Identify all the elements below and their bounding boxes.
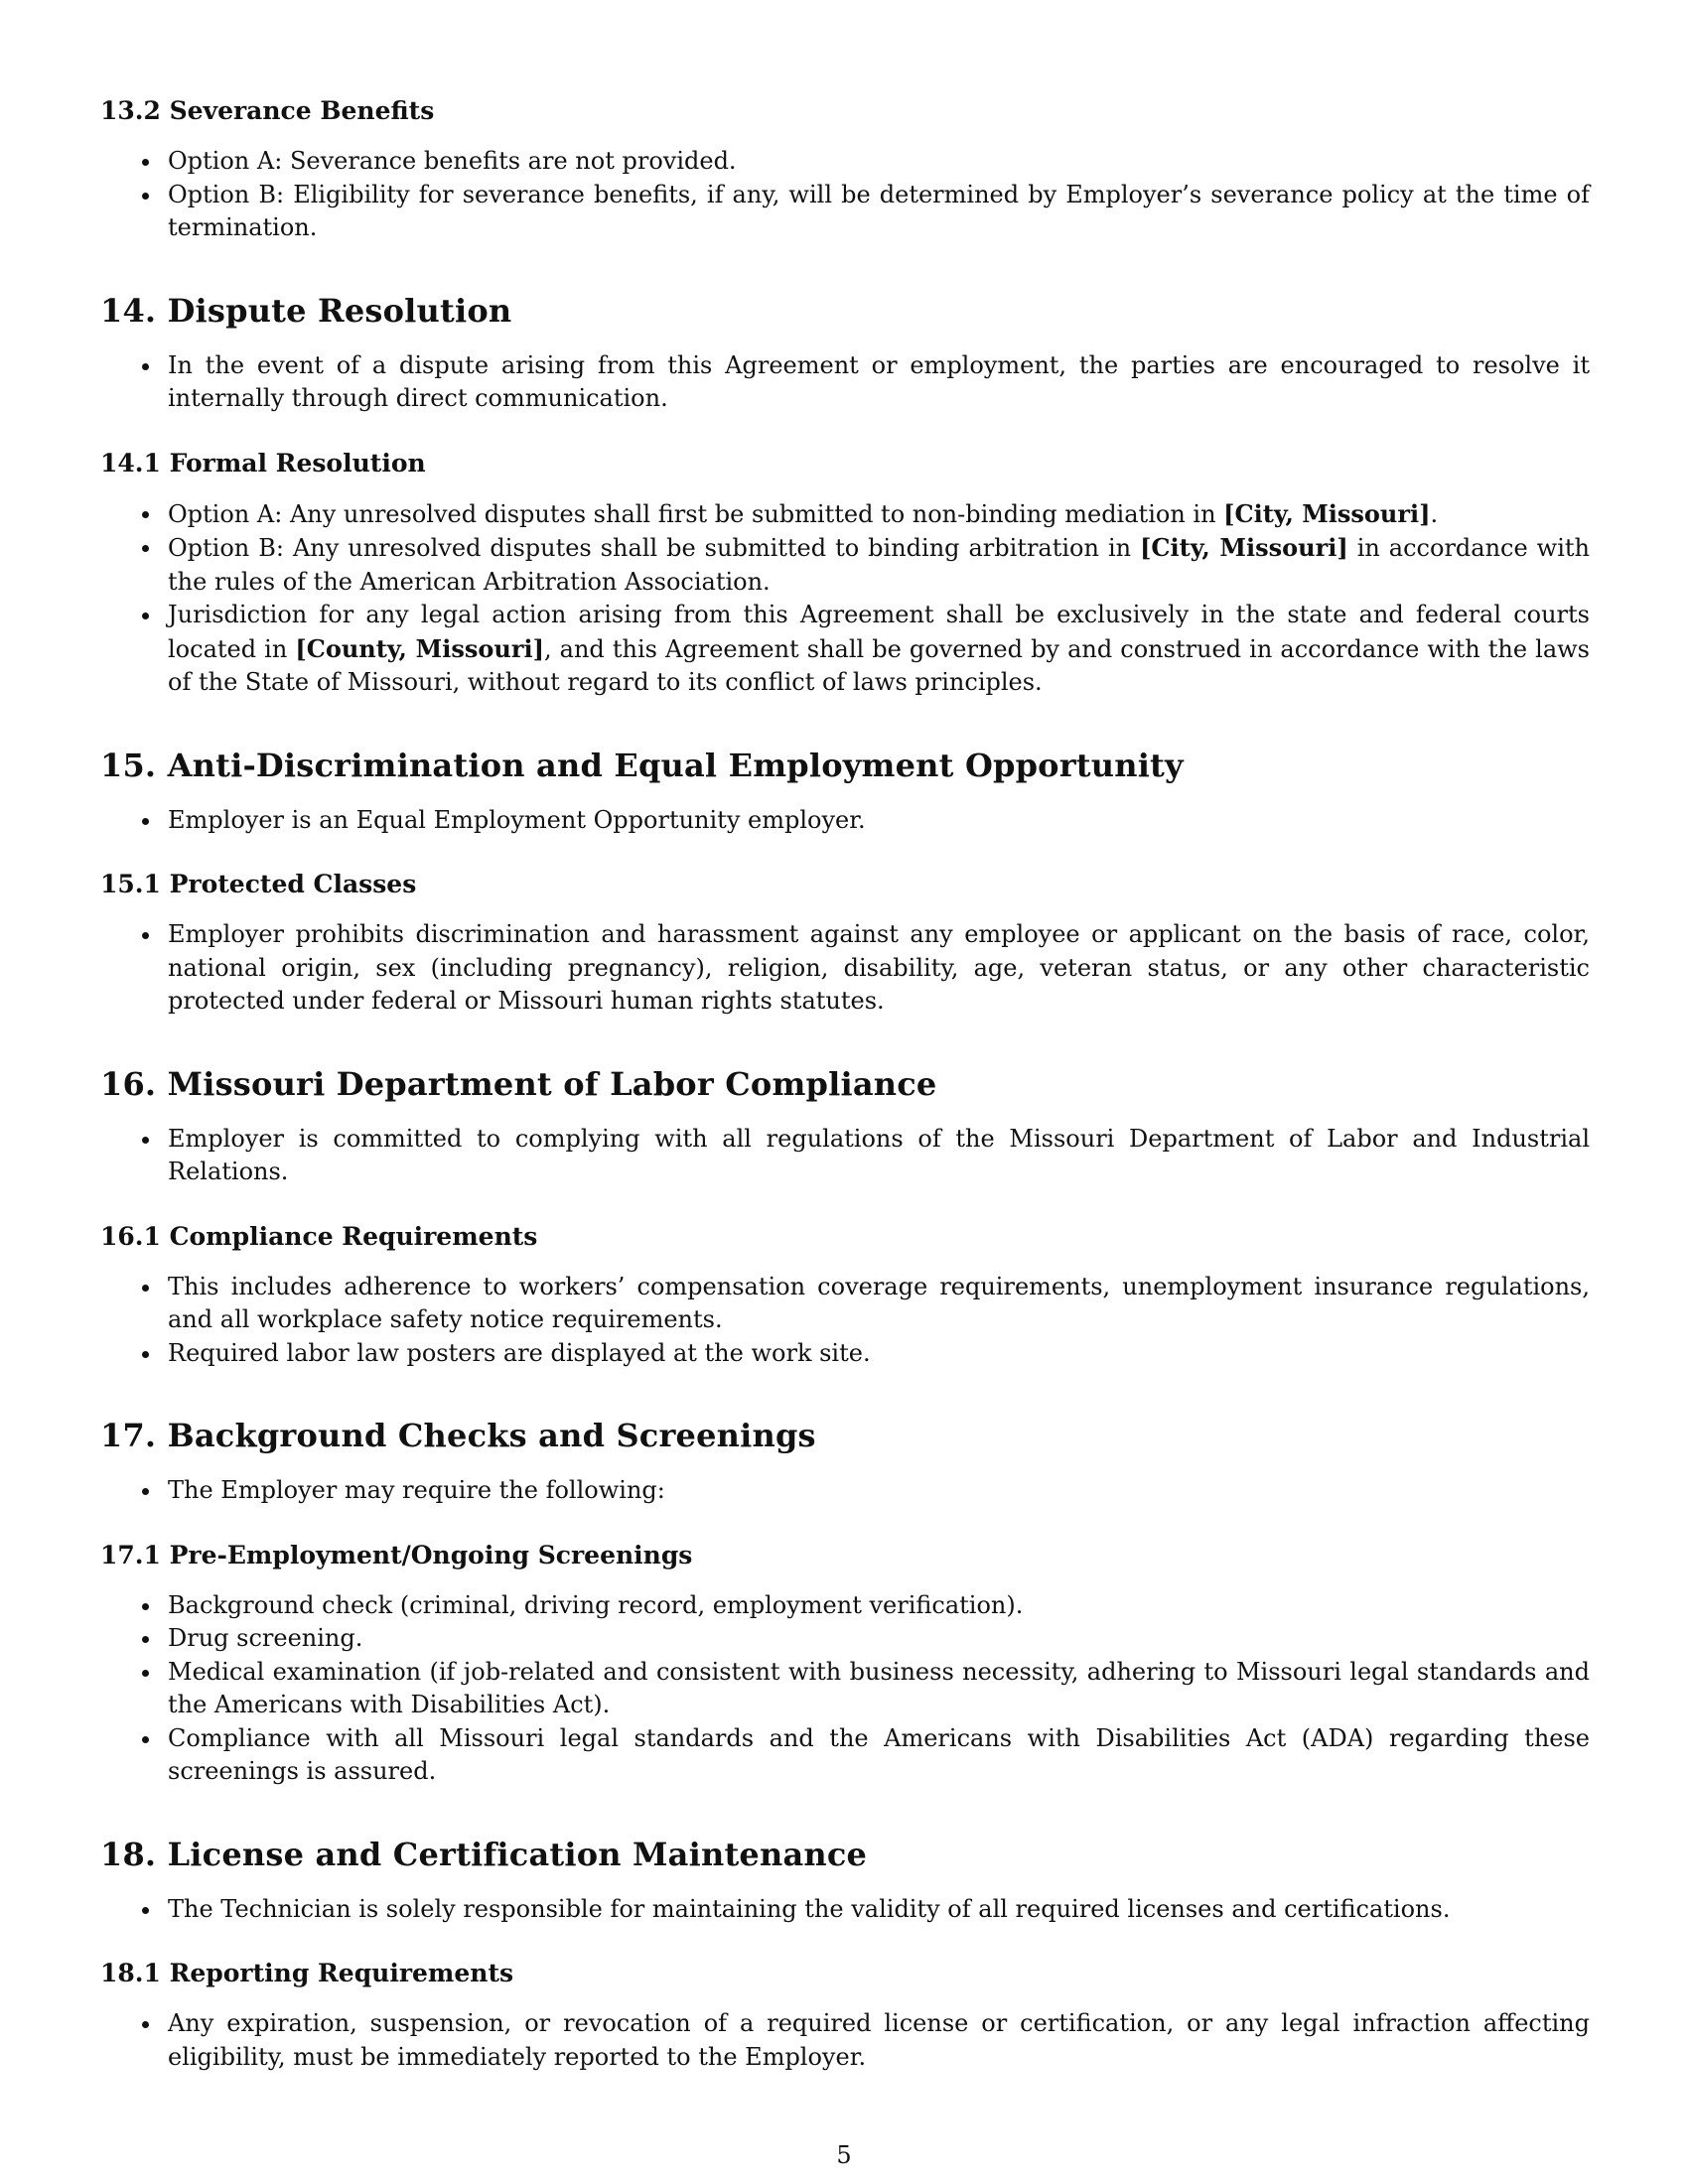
subsection-heading: 18.1 Reporting Requirements bbox=[100, 1959, 514, 1987]
page-number: 5 bbox=[836, 2141, 852, 2169]
list-item-text: Drug screening. bbox=[168, 1624, 363, 1652]
list-item-text: The Technician is solely responsible for maintaining the validity of all required licenses and certifications. bbox=[168, 1894, 1451, 1923]
list-item-text: Any expiration, suspension, or revocation of a required license or certification, or any legal infraction affecting eligibility, must be immediately reported to the Employer. bbox=[168, 2009, 1590, 2071]
list-item-text: Option B: Eligibility for severance benefits, if any, will be determined by Employer’s severance policy at the time of termination. bbox=[168, 180, 1590, 241]
list-item bbox=[168, 179, 1590, 245]
placeholder-field: [City, Missouri] bbox=[1140, 533, 1348, 562]
list-item bbox=[168, 1622, 1590, 1656]
list-item-text: The Employer may require the following: bbox=[168, 1476, 665, 1504]
section-heading: 17. Background Checks and Screenings bbox=[100, 1417, 816, 1454]
section-heading: 14. Dispute Resolution bbox=[100, 291, 512, 330]
subsection-block bbox=[100, 1540, 1590, 1789]
list-item bbox=[168, 1722, 1590, 1789]
list-item-text: In the event of a dispute arising from this Agreement or employment, the parties are encouraged to resolve it internally through direct communication. bbox=[168, 350, 1590, 412]
list-item-text: Option A: Severance benefits are not provided. bbox=[168, 147, 737, 175]
list-item bbox=[168, 1656, 1590, 1722]
list-item bbox=[168, 349, 1590, 416]
subsection-heading: 13.2 Severance Benefits bbox=[100, 96, 435, 125]
subsection-heading: 14.1 Formal Resolution bbox=[100, 448, 426, 478]
list-item bbox=[168, 804, 1590, 838]
subsection-heading: 15.1 Protected Classes bbox=[100, 870, 417, 898]
list-item-text: Background check (criminal, driving record, employment verification). bbox=[168, 1590, 1024, 1619]
bullet-list bbox=[100, 2007, 1590, 2074]
list-item-text: Compliance with all Missouri legal standards and the Americans with Disabilities Act (ADA) regarding these screenings is assured. bbox=[168, 1723, 1590, 1785]
list-item bbox=[168, 918, 1590, 1019]
section-block bbox=[100, 746, 1590, 838]
subsection-block bbox=[100, 869, 1590, 1019]
subsection-heading: 17.1 Pre-Employment/Ongoing Screenings bbox=[100, 1540, 693, 1570]
subsection-block bbox=[100, 448, 1590, 700]
placeholder-field: [City, Missouri] bbox=[1223, 498, 1431, 528]
list-item bbox=[168, 2007, 1590, 2074]
list-item bbox=[168, 497, 1590, 532]
list-item bbox=[168, 145, 1590, 179]
bullet-list bbox=[100, 1474, 1590, 1508]
bullet-list bbox=[100, 804, 1590, 838]
subsection-heading: 16.1 Compliance Requirements bbox=[100, 1221, 538, 1251]
bullet-list bbox=[100, 1123, 1590, 1189]
list-item-text: Employer is an Equal Employment Opportunity employer. bbox=[168, 805, 866, 834]
subsection-block bbox=[100, 1958, 1590, 2074]
list-item-text: Medical examination (if job-related and consistent with business necessity, adhering to Missouri legal standards and the Americans with Disabilities Act). bbox=[168, 1657, 1590, 1718]
bullet-list bbox=[100, 1589, 1590, 1789]
subsection-block bbox=[100, 1221, 1590, 1371]
bullet-list bbox=[100, 145, 1590, 245]
section-block bbox=[100, 1835, 1590, 1927]
section-heading: 15. Anti-Discrimination and Equal Employment Opportunity bbox=[100, 746, 1184, 784]
section-heading: 18. License and Certification Maintenance bbox=[100, 1835, 868, 1873]
list-item-text: . bbox=[1430, 499, 1439, 528]
list-item-text: in accordance with the rules of the American Arbitration Association. bbox=[168, 534, 1590, 596]
list-item-text: This includes adherence to workers’ compensation coverage requirements, unemployment insurance regulations, and all workplace safety notice requirements. bbox=[168, 1272, 1590, 1333]
list-item-text: Jurisdiction for any legal action arising from this Agreement shall be exclusively in the state and federal courts located in bbox=[168, 601, 1590, 663]
list-item bbox=[168, 1589, 1590, 1623]
bullet-list bbox=[100, 349, 1590, 416]
section-block bbox=[100, 291, 1590, 416]
bullet-list bbox=[100, 497, 1590, 700]
section-heading: 16. Missouri Department of Labor Compliance bbox=[100, 1064, 937, 1103]
subsection-block bbox=[100, 95, 1590, 245]
list-item bbox=[168, 1123, 1590, 1189]
list-item bbox=[168, 1474, 1590, 1508]
list-item-text: Required labor law posters are displayed at the work site. bbox=[168, 1338, 871, 1367]
section-block bbox=[100, 1064, 1590, 1189]
placeholder-field: [County, Missouri] bbox=[295, 633, 544, 663]
list-item bbox=[168, 531, 1590, 599]
list-item bbox=[168, 1893, 1590, 1927]
list-item-text: Employer prohibits discrimination and harassment against any employee or applicant on the basis of race, color, national origin, sex (including pregnancy), religion, disability, age, veteran status, or any other characteristic protected under federal or Missouri human rights statutes. bbox=[168, 920, 1590, 1015]
list-item bbox=[168, 1337, 1590, 1371]
list-item-text: Employer is committed to complying with all regulations of the Missouri Department of Labor and Industrial Relations. bbox=[168, 1124, 1590, 1185]
section-block bbox=[100, 1416, 1590, 1508]
document-page bbox=[100, 95, 1590, 2074]
list-item-text: , and this Agreement shall be governed by and construed in accordance with the laws of the State of Missouri, without regard to its conflict of laws principles. bbox=[168, 634, 1590, 696]
list-item-text: Option A: Any unresolved disputes shall first be submitted to non-binding mediation in bbox=[168, 499, 1224, 528]
bullet-list bbox=[100, 918, 1590, 1019]
bullet-list bbox=[100, 1271, 1590, 1371]
bullet-list bbox=[100, 1893, 1590, 1927]
list-item bbox=[168, 1271, 1590, 1337]
list-item bbox=[168, 599, 1590, 700]
list-item-text: Option B: Any unresolved disputes shall be submitted to binding arbitration in bbox=[168, 534, 1141, 562]
